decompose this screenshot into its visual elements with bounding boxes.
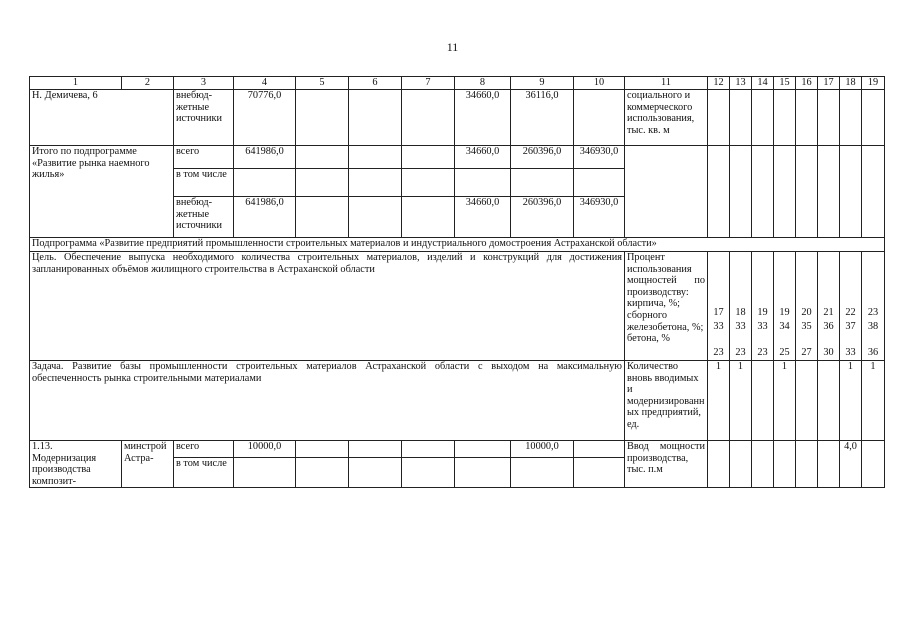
goal-year-values bbox=[708, 252, 730, 361]
table-row bbox=[30, 252, 885, 361]
col-header: 19 bbox=[862, 77, 885, 90]
subprogram-title: Подпрограмма «Развитие предприятий промышленности строительных материалов и индустриального домостроения Астраханской области» bbox=[30, 238, 885, 252]
value: 33 bbox=[713, 321, 724, 332]
col-header: 17 bbox=[818, 77, 840, 90]
activity-value: 4,0 bbox=[840, 441, 862, 488]
goal-indicator-intro: Процент использования мощностей по производству: bbox=[627, 252, 705, 298]
activity-value bbox=[774, 441, 796, 488]
task-value: 1 bbox=[730, 361, 752, 441]
page-number: 11 bbox=[446, 40, 459, 54]
table-row bbox=[30, 90, 885, 146]
value: 36 bbox=[823, 321, 834, 332]
col-header: 10 bbox=[574, 77, 625, 90]
value: 23 bbox=[713, 347, 724, 358]
col-header: 2 bbox=[122, 77, 174, 90]
table-row bbox=[30, 146, 885, 169]
table-row bbox=[30, 361, 885, 441]
activity-value bbox=[818, 441, 840, 488]
task-value: 1 bbox=[840, 361, 862, 441]
activity-value bbox=[730, 441, 752, 488]
col-header: 6 bbox=[349, 77, 402, 90]
amount-col4: 641986,0 bbox=[234, 146, 296, 169]
task-value bbox=[818, 361, 840, 441]
amount-col4: 10000,0 bbox=[234, 441, 296, 458]
amount-col4: 641986,0 bbox=[234, 197, 296, 238]
value: 23 bbox=[735, 347, 746, 358]
value: 33 bbox=[735, 321, 746, 332]
funding-source: всего bbox=[174, 441, 234, 458]
activity-value bbox=[862, 441, 885, 488]
value: 19 bbox=[757, 307, 768, 318]
goal-indicator-line: сборного железобетона, %; bbox=[627, 309, 704, 333]
col-header: 14 bbox=[752, 77, 774, 90]
funding-source: всего bbox=[174, 146, 234, 169]
amount-col9: 260396,0 bbox=[511, 146, 574, 169]
value: 33 bbox=[757, 321, 768, 332]
program-table bbox=[29, 76, 885, 488]
value: 18 bbox=[735, 307, 746, 318]
goal-text: Цель. Обеспечение выпуска необходимого количества строительных материалов, изделий и конструкций для достижения запланированных объёмов жилищного строительства в Астраханской области bbox=[30, 252, 625, 361]
funding-source: внебюд- жетные источники bbox=[174, 197, 234, 238]
activity-value bbox=[796, 441, 818, 488]
value: 37 bbox=[845, 321, 856, 332]
amount-col10: 346930,0 bbox=[574, 197, 625, 238]
amount-col8: 34660,0 bbox=[455, 197, 511, 238]
value: 17 bbox=[713, 307, 724, 318]
amount-col10: 346930,0 bbox=[574, 146, 625, 169]
funding-source: внебюд- жетные источники bbox=[174, 90, 234, 146]
col-header: 16 bbox=[796, 77, 818, 90]
col-header: 8 bbox=[455, 77, 511, 90]
col-header: 11 bbox=[625, 77, 708, 90]
value: 22 bbox=[845, 307, 856, 318]
task-value: 1 bbox=[774, 361, 796, 441]
activity-value bbox=[708, 441, 730, 488]
col-header: 15 bbox=[774, 77, 796, 90]
col-header: 3 bbox=[174, 77, 234, 90]
value: 35 bbox=[801, 321, 812, 332]
amount-col9: 10000,0 bbox=[511, 441, 574, 458]
activity-indicator: Ввод мощности производства, тыс. п.м bbox=[625, 441, 708, 488]
value: 30 bbox=[823, 347, 834, 358]
goal-year-values bbox=[730, 252, 752, 361]
goal-year-values bbox=[818, 252, 840, 361]
goal-year-values bbox=[774, 252, 796, 361]
funding-source: в том числе bbox=[174, 458, 234, 488]
goal-year-values bbox=[840, 252, 862, 361]
goal-indicator-line: бетона, % bbox=[627, 333, 670, 345]
activity-value bbox=[752, 441, 774, 488]
header-row bbox=[30, 77, 885, 90]
value: 19 bbox=[779, 307, 790, 318]
table-row bbox=[30, 238, 885, 252]
goal-year-values bbox=[796, 252, 818, 361]
task-value bbox=[796, 361, 818, 441]
value: 38 bbox=[867, 321, 879, 332]
goal-year-values bbox=[752, 252, 774, 361]
col-header: 18 bbox=[840, 77, 862, 90]
col-header: 13 bbox=[730, 77, 752, 90]
goal-indicator bbox=[625, 252, 708, 361]
task-value: 1 bbox=[862, 361, 885, 441]
indicator-text: социального и коммерческого использования, тыс. кв. м bbox=[625, 90, 708, 146]
amount-col9: 36116,0 bbox=[511, 90, 574, 146]
funding-source: в том числе bbox=[174, 169, 234, 197]
task-text: Задача. Развитие базы промышленности строительных материалов Астраханской области с выходом на максимальную обеспеченность рынка строительными материалами bbox=[30, 361, 625, 441]
value: 23 bbox=[757, 347, 768, 358]
value: 34 bbox=[779, 321, 790, 332]
table-row bbox=[30, 441, 885, 458]
amount-col4: 70776,0 bbox=[234, 90, 296, 146]
amount-col8: 34660,0 bbox=[455, 90, 511, 146]
col-header: 5 bbox=[296, 77, 349, 90]
goal-year-values bbox=[862, 252, 885, 361]
subtotal-title: Итого по подпрограмме «Развитие рынка наемного жилья» bbox=[30, 146, 174, 238]
value: 36 bbox=[867, 347, 879, 358]
value: 27 bbox=[801, 347, 812, 358]
object-name: Н. Демичева, 6 bbox=[30, 90, 174, 146]
value: 20 bbox=[801, 307, 812, 318]
col-header: 4 bbox=[234, 77, 296, 90]
col-header: 9 bbox=[511, 77, 574, 90]
value: 23 bbox=[867, 307, 879, 318]
task-indicator: Количество вновь вводимых и модернизированных предприятий, ед. bbox=[625, 361, 708, 441]
col-header: 1 bbox=[30, 77, 122, 90]
amount-col9: 260396,0 bbox=[511, 197, 574, 238]
col-header: 7 bbox=[402, 77, 455, 90]
value: 33 bbox=[845, 347, 856, 358]
value: 25 bbox=[779, 347, 790, 358]
value: 21 bbox=[823, 307, 834, 318]
task-value: 1 bbox=[708, 361, 730, 441]
activity-name: 1.13. Модернизация производства композит- bbox=[30, 441, 122, 488]
col-header: 12 bbox=[708, 77, 730, 90]
amount-col8: 34660,0 bbox=[455, 146, 511, 169]
activity-executor: минстрой Астра- bbox=[122, 441, 174, 488]
task-value bbox=[752, 361, 774, 441]
goal-indicator-line: кирпича, %; bbox=[627, 298, 681, 310]
